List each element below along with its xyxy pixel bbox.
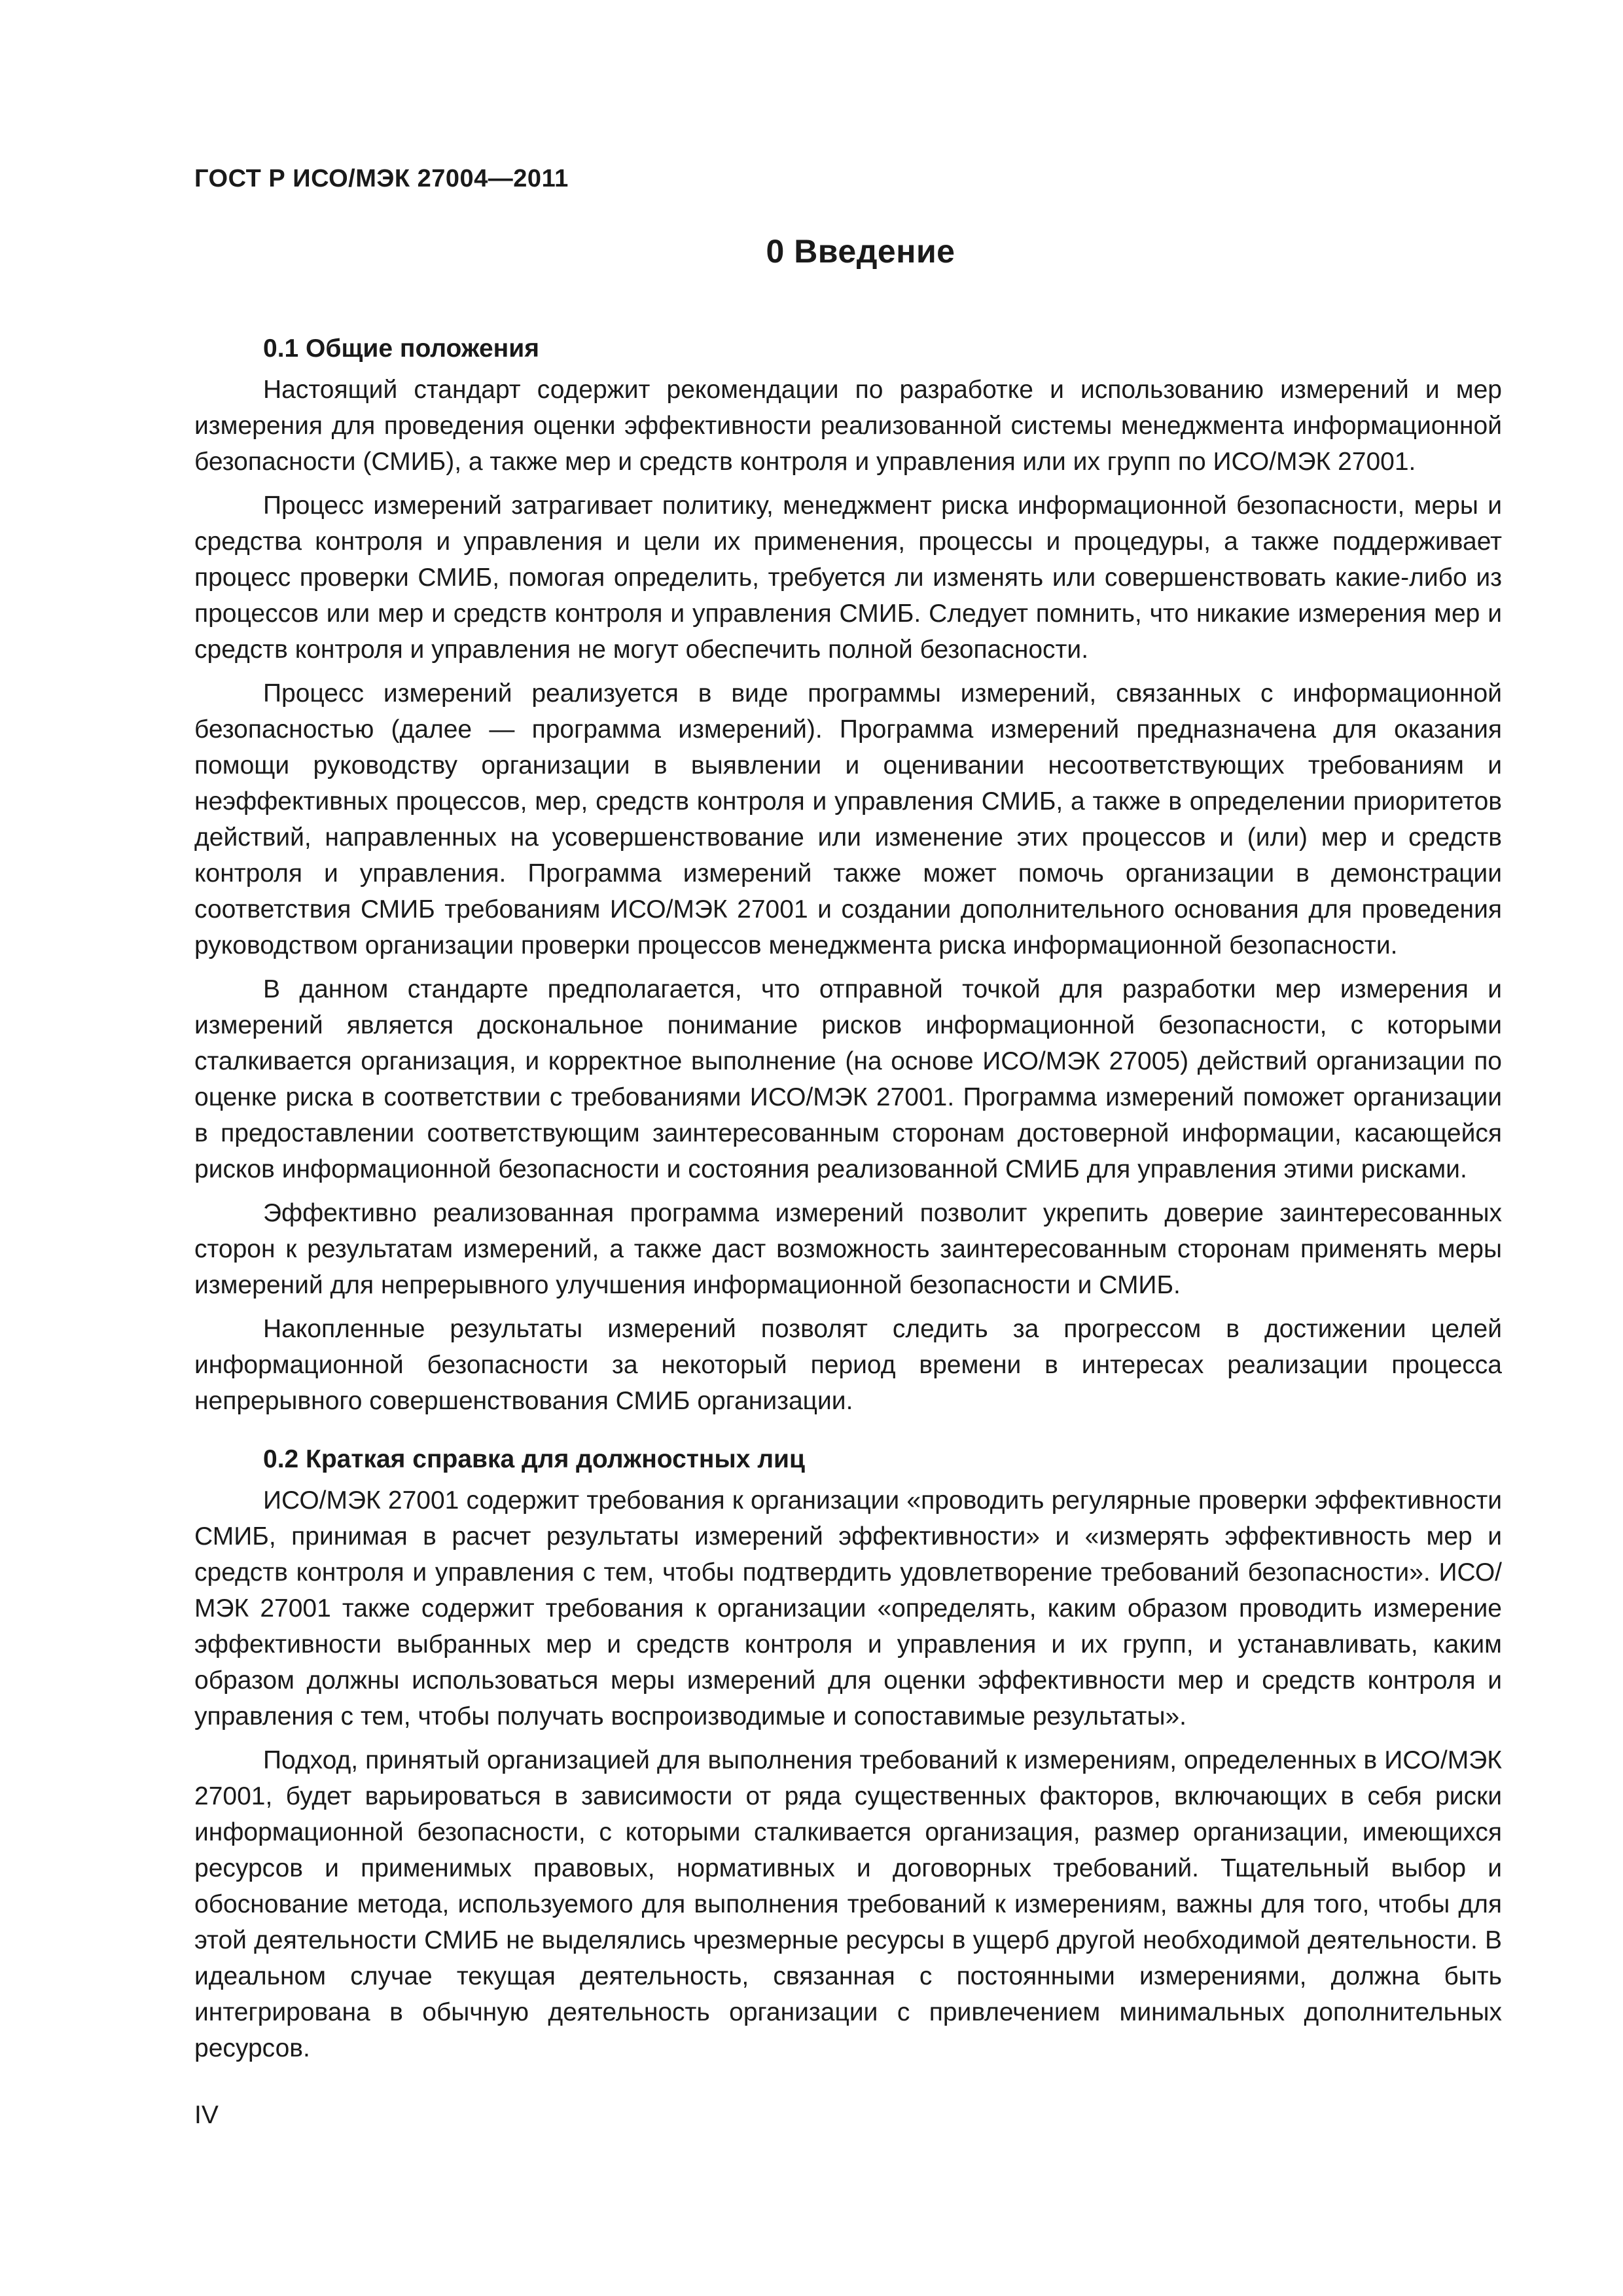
standard-code-header: ГОСТ Р ИСО/МЭК 27004—2011 xyxy=(194,165,569,192)
paragraph: Процесс измерений затрагивает политику, менеджмент риска информационной безопасности, меры и средства контроля и управления и цели их применения, процессы и процедуры, а также поддерживает процесс проверки СМИБ, помогая определить, требуется ли изменять или совершенствовать какие-либо из процессов или мер и средств контроля и управления СМИБ. Следует помнить, что никакие измерения мер и средств контроля и управления не могут обеспечить полной безопасности. xyxy=(194,492,1502,664)
paragraph: Эффективно реализованная программа измерений позволит укрепить доверие заинтересованных сторон к результатам измерений, а также даст возможность заинтересованным сторонам применять меры измерений для непрерывного улучшения информационной безопасности и СМИБ. xyxy=(194,1199,1502,1299)
paragraph: Накопленные результаты измерений позволят следить за прогрессом в достижении целей информационной безопасности за некоторый период времени в интересах реализации процесса непрерывного совершенствования СМИБ организации. xyxy=(194,1315,1502,1415)
paragraph: ИСО/МЭК 27001 содержит требования к организации «проводить регулярные проверки эффективности СМИБ, принимая в расчет результаты измерений эффективности» и «измерять эффективность мер и средств контроля и управления с тем, чтобы подтвердить удовлетворение требований безопасности». ИСО/МЭК 27001 также содержит требования к организации «определять, каким образом проводить измерение эффективности выбранных мер и средств контроля и управления и их групп, и устанавливать, каким образом должны использоваться меры измерений для оценки эффективности мер и средств контроля и управления с тем, чтобы получать воспроизводимые и сопоставимые результаты». xyxy=(194,1486,1502,1731)
section-spacer xyxy=(194,1427,1502,1441)
subsection-heading-executive-summary: 0.2 Краткая справка для должностных лиц xyxy=(263,1445,805,1473)
paragraph: В данном стандарте предполагается, что отправной точкой для разработки мер измерения и измерений является доскональное понимание рисков информационной безопасности, с которыми сталкивается организация, и корректное выполнение (на основе ИСО/МЭК 27005) действий организации по оценке риска в соответствии с требованиями ИСО/МЭК 27001. Программа измерений поможет организации в предоставлении соответствующим заинтересованным сторонам достоверной информации, касающейся рисков информационной безопасности и состояния реализованной СМИБ для управления этими рисками. xyxy=(194,975,1502,1183)
section-title: 0 Введение xyxy=(766,233,955,270)
paragraph: Подход, принятый организацией для выполнения требований к измерениям, определенных в ИСО/МЭК 27001, будет варьироваться в зависимости от ряда существенных факторов, включающих в себя риски информационной безопасности, с которыми сталкивается организация, размер организации, имеющихся ресурсов и применимых правовых, нормативных и договорных требований. Тщательный выбор и обоснование метода, используемого для выполнения требований к измерениям, важны для того, чтобы для этой деятельности СМИБ не выделялись чрезмерные ресурсы в ущерб другой необходимой деятельности. В идеальном случае текущая деятельность, связанная с постоянными измерениями, должна быть интегрирована в обычную деятельность организации с привлечением минимальных дополнительных ресурсов. xyxy=(194,1746,1502,2062)
paragraph: Процесс измерений реализуется в виде программы измерений, связанных с информационной безопасностью (далее — программа измерений). Программа измерений предназначена для оказания помощи руководству организации в выявлении и оценивании несоответствующих требованиям и неэффективных процессов, мер, средств контроля и управления СМИБ, а также в определении приоритетов действий, направленных на усовершенствование или изменение этих процессов и (или) мер и средств контроля и управления. Программа измерений также может помочь организации в демонстрации соответствия СМИБ требованиям ИСО/МЭК 27001 и создании дополнительного основания для проведения руководством организации проверки процессов менеджмента риска информационной безопасности. xyxy=(194,679,1502,960)
page-number: IV xyxy=(194,2101,219,2129)
paragraph: Настоящий стандарт содержит рекомендации по разработке и использованию измерений и мер измерения для проведения оценки эффективности реализованной системы менеджмента информационной безопасности (СМИБ), а также мер и средств контроля и управления или их групп по ИСО/МЭК 27001. xyxy=(194,376,1502,476)
subsection-heading-general: 0.1 Общие положения xyxy=(263,334,539,363)
document-body xyxy=(194,331,1502,2074)
